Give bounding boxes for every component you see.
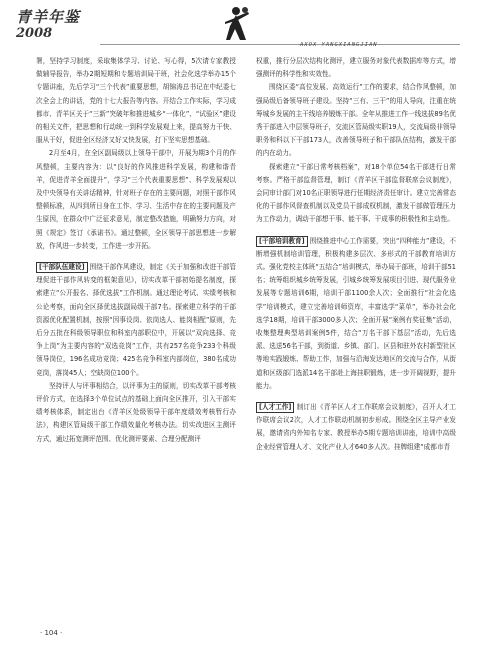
section-cadre-training (256, 235, 456, 393)
section-label-cadre-training: [干部培训教育] (256, 236, 308, 247)
yearbook-logo-title: 青羊年鉴 (16, 8, 81, 26)
header-banner: AXOX YANGXIANGJIAN (300, 42, 378, 48)
left-column (36, 55, 236, 446)
section-label-cadre-team: [干部队伍建设] (36, 262, 88, 273)
right-paragraph-1: 权重，推行分层次结构化测评，建立服务对象代表数据库等方式，增强测评的科学性和实效性。 (256, 57, 456, 79)
section-cadre-team (36, 261, 236, 380)
header-rule (100, 44, 460, 45)
page-header (0, 0, 480, 52)
right-paragraph-2: 围绕区委“高位发展、高效运行”工作的要求，结合作风整顿，加强局级后备领导班子建设。坚持“三有、三干”的用人导向，注重在统筹城乡发展的主干线培养锻炼干部。全年从推进工作一线选拔89名优秀干部进入中层领导班子，交流区管局级实职19人，交流局级非领导职务和科以下干部173人，改善领导班子和干部队伍结构，激发干部的内在动力。 (256, 83, 456, 158)
right-column (256, 55, 456, 454)
section-text-cadre-team: 围绕干部作风建设，制定《关于加强和改进干部管理促进干部作风转变的框架意见》，切实改革干部初始提名制度，探索建立“公开报名、择优选拔”工作机制。通过理论考试、实绩考核和公论考察，面向全区择优选拔副局级干部7名。探索建立科学的干部资源优化配置机制，按照“因事设岗、依岗选人、能岗相配”原则，先后分五批在科级领导职位和科室内部职位中，开展以“双向选择、竞争上岗”为主要内容的“双选竞岗”工作，共有257名竞争233个科级领导岗位，196名成功竞岗；425名竞争科室内部岗位，380名成功竞岗，落岗45人；空缺岗位100个。 (36, 263, 236, 377)
page-number: · 104 · (40, 629, 63, 637)
section-talent-work (256, 401, 456, 454)
section-label-talent-work: [人才工作] (256, 402, 294, 413)
left-paragraph-3: 坚持评人与评事相结合，以评事为主的原则，切实改革干部考核评价方式，在选择3个单位试点的基础上面向全区推开，引入干部实绩考核体系，制定出台《青羊区处级领导干部年度绩效考核暂行办法》，构建区管局级干部工作绩效量化考核办法。切实改进区主测评方式，通过拓宽测评范围、优化测评要素、合理分配测评 (36, 381, 236, 443)
section-text-cadre-training: 围绕推进中心工作需要，突出“四种能力”建设，不断增强机制培训管理，积极构建多层次、多形式的干部教育培训方式。强化党校主体班“五结合”培训模式，举办局干部班，培训干部51名；统筹组织城乡统筹发展，引城乡统筹发展项目引进、现代服务业发展等专题培训6期，培训干部1100余人次；全面推行“社会化选学”培训模式，建立完善培训师资库，丰富选学“菜单”，举办社会化选学18期，培训干部3000多人次；全面开展“案例有奖征集”活动，收集整理典型培训案例5件，结合“万名干部下基层”活动，先后选派、选送56名干部，到街道、乡镇、部门、区县和驻外农村新型社区等地实践锻炼、帮助工作，加强与沿海发达地区的交流与合作，从街道和区级部门选派14名干部赴上海挂职锻炼，进一步开阔视野，提升能力。 (256, 236, 456, 390)
section-text-talent-work: 制订出《青羊区人才工作联席会议制度》，召开人才工作联席会议2次，人才工作联动机制初步形成。围绕全区主导产业发展，邀请省内外知名专家、教授举办5期专题培训讲座，培训中高级企业经营管理人才、文化产业人才640多人次。挂牌组建“成都市青 (256, 403, 456, 451)
left-paragraph-2: 2月至4月，在全区副局级以上领导干部中，开展为期3个月的作风整顿，主要内容为：以“良好的作风推进科学发展，构建和谐青羊，促进青羊全面提升”，学习“三个代表重要思想”、科学发展观以及中央领导有关讲话精神，针对班子存在的主要问题，对照干部作风整顿标准，从四到所日身在工作、学习、生活中存在的主要问题及产生原因，在群众中广泛征求意见，制定整改措施，明确努力方向，对照《规定》签订《承诺书》。通过整顿，全区领导干部思想进一步解放，作风进一步转变，工作进一步开拓。 (36, 149, 236, 250)
right-paragraph-3: 探索建立“干部日常考核档案”，对18个单位54名干部进行日常考察。严格干部监督管理，制订《青羊区干部监督联席会议制度》，会同审计部门对10名正职领导进行任期经济责任审计。建立完善常态化的干部作风督查机制以及党员干部成权机制，激发干部做管理压力为工作动力，调动干部想干事、能干事、干成事的积极性和主动性。 (256, 162, 456, 224)
left-paragraph-1: 署，坚持学习制度，采取集体学习、讨论、写心得，5次请专家教授做辅导报告，举办2期短期和专题培训局干班，社会化选学举办15个专题讲座，先后学习“三个代表”重要思想，胡锦涛总书记在中纪委七次全会上的讲话，党的十七大报告等内容。开结合工作实际，学习成都市、青羊区关于“三新”突破年和推进城乡“一体化”、“试验区”建设的相关文件，把思想和行动统一到科学发展观上来，提高努力干快、服从干好，促进全区经济又好又快发展，打下坚实思想基础。 (36, 57, 236, 145)
yearbook-logo-year: 2008 (16, 26, 53, 41)
dancer-silhouette-icon (220, 4, 256, 44)
